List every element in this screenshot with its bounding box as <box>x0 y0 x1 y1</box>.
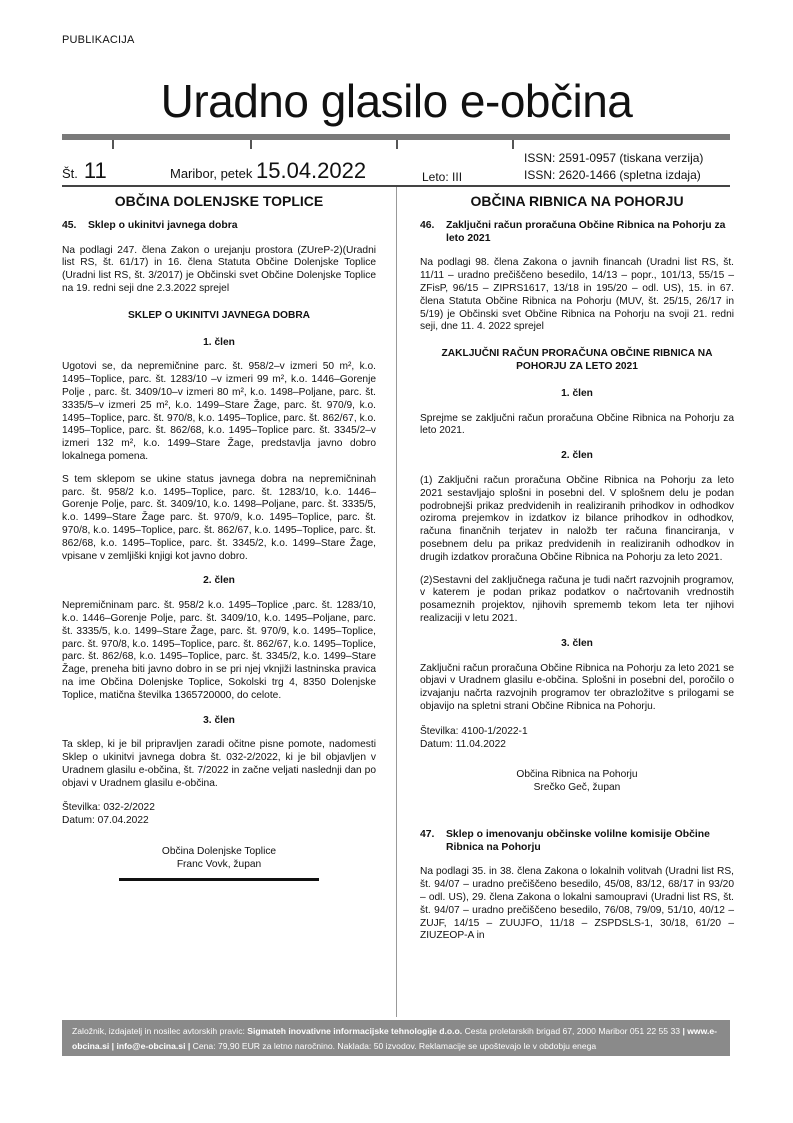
issn-online: ISSN: 2620-1466 (spletna izdaja) <box>524 168 701 182</box>
clen-text: S tem sklepom se ukine status javnega dobra na nepremičninah parc. št. 958/2 k.o. 1495–Toplice, parc. št. 1283/10, k.o. 1446–Gorenje Polje, parc. št. 3409/10, k.o. 1498–Poljane, parc. št. 3335/5, k.o. 1499–Stare Žage parc. št. 970/9, k.o. 1495–Toplice, parc. št. 970/8, k.o. 1495–Toplice, parc. št. 862/67, k.o. 1495–Toplice, parc. št. 862/68, k.o. 1495–Toplice, parc. št. 3345/2, k.o. 1499–Stare Žage, vpisane v zemljiški knjigi kot javno dobro. <box>62 473 376 562</box>
signature-org: Občina Dolenjske Toplice <box>161 846 277 858</box>
signature-org: Občina Ribnica na Pohorju <box>516 769 638 781</box>
clen-text: Ta sklep, ki je bil pripravljen zaradi očitne pisne pomote, nadomesti Sklep o ukinitvi javnega dobra št. 032-2/2022, ki je bil objavljen v Uradnem glasilu e-občina, št. 7/2022 in začne veljati naslednji dan po objavi v Uradnem glasilu e-občina. <box>62 739 376 789</box>
signature-name: Srečko Geč, župan <box>533 782 621 794</box>
issn-block <box>524 150 703 184</box>
issue-date: Maribor, petek 15.04.2022 <box>170 158 367 183</box>
clen-heading: 1. člen <box>203 336 235 348</box>
clen-text: Nepremičninam parc. št. 958/2 k.o. 1495–Toplice ,parc. št. 1283/10, k.o. 1446–Gorenje Polje, parc. št. 3409/10, k.o. 1495–Poljane, parc. št. 3335/5, k.o. 1499–Stare Žage, parc. št. 970/9, k.o. 1495–Toplice, parc. št. 970/8, k.o. 1495–Toplice, parc. št. 862/67, k.o. 1495–Toplice, parc. št. 862/68, k.o. 1495–Toplice, parc. št. 3345/2, k.o. 1499–Stare Žage, preneha biti javno dobro in se pri njej vknjiži lastninska pravica na ime Občina Dolenjske Toplice, Sokolski trg 4, 8350 Dolenjske Toplice, matična številka 1365720000, do celote. <box>62 600 376 701</box>
issue-number: Št. 11 <box>62 158 107 183</box>
article-intro: Na podlagi 247. člena Zakon o urejanju prostora (ZUreP-2)(Uradni list RS, št. 61/17) in 16. člena Statuta Občine Dolenjske Toplice (Uradni list RS, št. 3/2017) je Občinski svet Občine Dolenjske Toplice na 19. redni seji dne 2.3.2022 sprejel <box>62 244 376 294</box>
article-intro: Na podlagi 98. člena Zakona o javnih financah (Uradni list RS, št. 11/11 – uradno prečiščeno besedilo, 14/13 – popr., 101/13, 55/15 – ZFisP, 96/15 – ZIPRS1617, 13/18 in 195/20 – odl. US), 15. in 67. člena Statuta Občine Ribnica na Pohorju (MUV, št. 25/15, 26/17 in 5/19) je Občinski svet Občine Ribnica na Pohorju na svoji 21. redni seji, dne 11. 4. 2022 sprejel <box>420 257 734 333</box>
clen-heading: 3. člen <box>203 714 235 726</box>
article-end-rule <box>119 878 319 881</box>
right-column <box>420 195 734 953</box>
publication-label: PUBLIKACIJA <box>62 34 135 46</box>
footer-publisher-address: Cesta proletarskih brigad 67, 2000 Maribor 051 22 55 33 <box>464 1026 681 1036</box>
footer-price-info: Cena: 79,90 EUR za letno naročnino. Naklada: 50 izvodov. Reklamacije se upoštevajo le v obdobju enega <box>192 1041 597 1051</box>
clen-text: (2)Sestavni del zaključnega računa je tudi načrt razvojnih programov, v katerem je podan prikaz podatkov o načrtovanih vrednostih posameznih projektov, njihovih sprememb tekom leta ter njihovi realizaciji v letu 2021. <box>420 574 734 624</box>
signature-name: Franc Vovk, župan <box>176 858 262 870</box>
document-date: Datum: 11.04.2022 <box>420 738 506 750</box>
column-divider <box>396 187 397 1017</box>
document-date: Datum: 07.04.2022 <box>62 815 149 827</box>
clen-text: Zaključni račun proračuna Občine Ribnica na Pohorju za leto 2021 se objavi v Uradnem glasilu e-občina. Splošni in posebni del, poročilo o izvajanju načrta razvojnih programov ter obrazložitve s prilogami se objavijo na spletni strani Občine Ribnica na Pohorju. <box>420 662 734 712</box>
clen-heading: 2. člen <box>203 575 235 587</box>
article-title: 47. Sklep o imenovanju občinske volilne komisije Občine Ribnica na Pohorju <box>420 828 710 853</box>
footer-email-link[interactable]: info@e-obcina.si <box>116 1041 186 1051</box>
clen-text: Ugotovi se, da nepremičnine parc. št. 958/2–v izmeri 50 m², k.o. 1495–Toplice, parc. št. 1283/10 –v izmeri 99 m², k.o. 1446–Gorenje Polje , parc. št. 3409/10–v izmeri 80 m², k.o. 1498–Poljane, parc. št. 3335/5–v izmeri 25 m², k.o. 1499–Stare Žage, parc. št. 970/9, k.o. 1495–Toplice, parc. št. 970/8, k.o. 1495–Toplice, parc. št. 862/67, k.o. 1495–Toplice, parc. št. 862/68, k.o. 1495–Toplice parc. št. 3345/2–v izmeri 132 m², k.o. 1499–Stare Žage, predstavlja javno dobro lokalnega pomena. <box>62 361 376 462</box>
signature-block <box>420 769 734 795</box>
signature-block <box>62 846 376 881</box>
publisher-footer: Založnik, izdajatelj in nosilec avtorskih pravic: Sigmateh inovativne informacijske tehnologije d.o.o. Cesta proletarskih brigad 67, 2000 Maribor 051 22 55 33 | www.e-obcina.si | info@e-obcina.si | Cena: 79,90 EUR za letno naročnino. Naklada: 50 izvodov. Reklamacije se upoštevajo le v obdobju enega <box>62 1020 730 1056</box>
issue-year: Leto: III <box>422 170 463 184</box>
document-reference <box>62 802 376 828</box>
footer-web-link[interactable]: www.e-obcina.si <box>72 1026 717 1051</box>
footer-publisher-prefix: Založnik, izdajatelj in nosilec avtorskih pravic: <box>72 1026 245 1036</box>
left-column <box>62 195 376 889</box>
article-intro: Na podlagi 35. in 38. člena Zakona o lokalnih volitvah (Uradni list RS, št. 94/07 – uradno prečiščeno besedilo, 45/08, 83/12, 68/17 in 93/20 – odl. US), 29. člena Zakona o lokalni samoupravi (Uradni list RS, št. št. 94/07 – uradno prečiščeno besedilo, 76/08, 79/09, 51/10, 40/12 – ZUJF, 14/15 – ZUUJFO, 11/18 – ZSPDSLS-1, 30/18, 61/20 – ZIUZEOP-A in <box>420 866 734 942</box>
document-reference <box>420 726 734 752</box>
article-title: 45. Sklep o ukinitvi javnega dobra <box>62 219 238 231</box>
footer-publisher-name: Sigmateh inovativne informacijske tehnologije d.o.o. <box>247 1026 463 1036</box>
decree-heading: ZAKLJUČNI RAČUN PRORAČUNA OBČINE RIBNICA NA POHORJU ZA LETO 2021 <box>441 348 713 372</box>
article-title: 46. Zaključni račun proračuna Občine Ribnica na Pohorju za leto 2021 <box>420 219 726 244</box>
gazette-title: Uradno glasilo e-občina <box>160 75 633 127</box>
document-number: Številka: 4100-1/2022-1 <box>420 725 528 737</box>
document-number: Številka: 032-2/2022 <box>62 802 155 814</box>
issn-print: ISSN: 2591-0957 (tiskana verzija) <box>524 151 704 165</box>
clen-text: Sprejme se zaključni račun proračuna Občine Ribnica na Pohorju za leto 2021. <box>420 412 734 437</box>
municipality-heading: OBČINA DOLENJSKE TOPLICE <box>114 193 324 209</box>
clen-heading: 1. člen <box>561 387 593 399</box>
masthead-info <box>62 148 730 184</box>
clen-heading: 2. člen <box>561 450 593 462</box>
clen-heading: 3. člen <box>561 637 593 649</box>
clen-text: (1) Zaključni račun proračuna Občine Ribnica na Pohorju za leto 2021 sestavljajo splošni in posebni del. V splošnem delu je podan podrobnejši prikaz predvidenih in realiziranih prihodkov in odhodkov oziroma prejemkov in izdatkov iz bilance prihodkov in odhodkov, računa finančnih terjatev in naložb ter računa financiranja, v posebnem delu pa prikaz predvidenih in realiziranih odhodkov in drugih izdatkov proračuna Občine Ribnica na Pohorju za leto 2021. <box>420 474 734 563</box>
municipality-heading: OBČINA RIBNICA NA POHORJU <box>470 193 684 209</box>
decree-heading: SKLEP O UKINITVI JAVNEGA DOBRA <box>127 309 311 321</box>
